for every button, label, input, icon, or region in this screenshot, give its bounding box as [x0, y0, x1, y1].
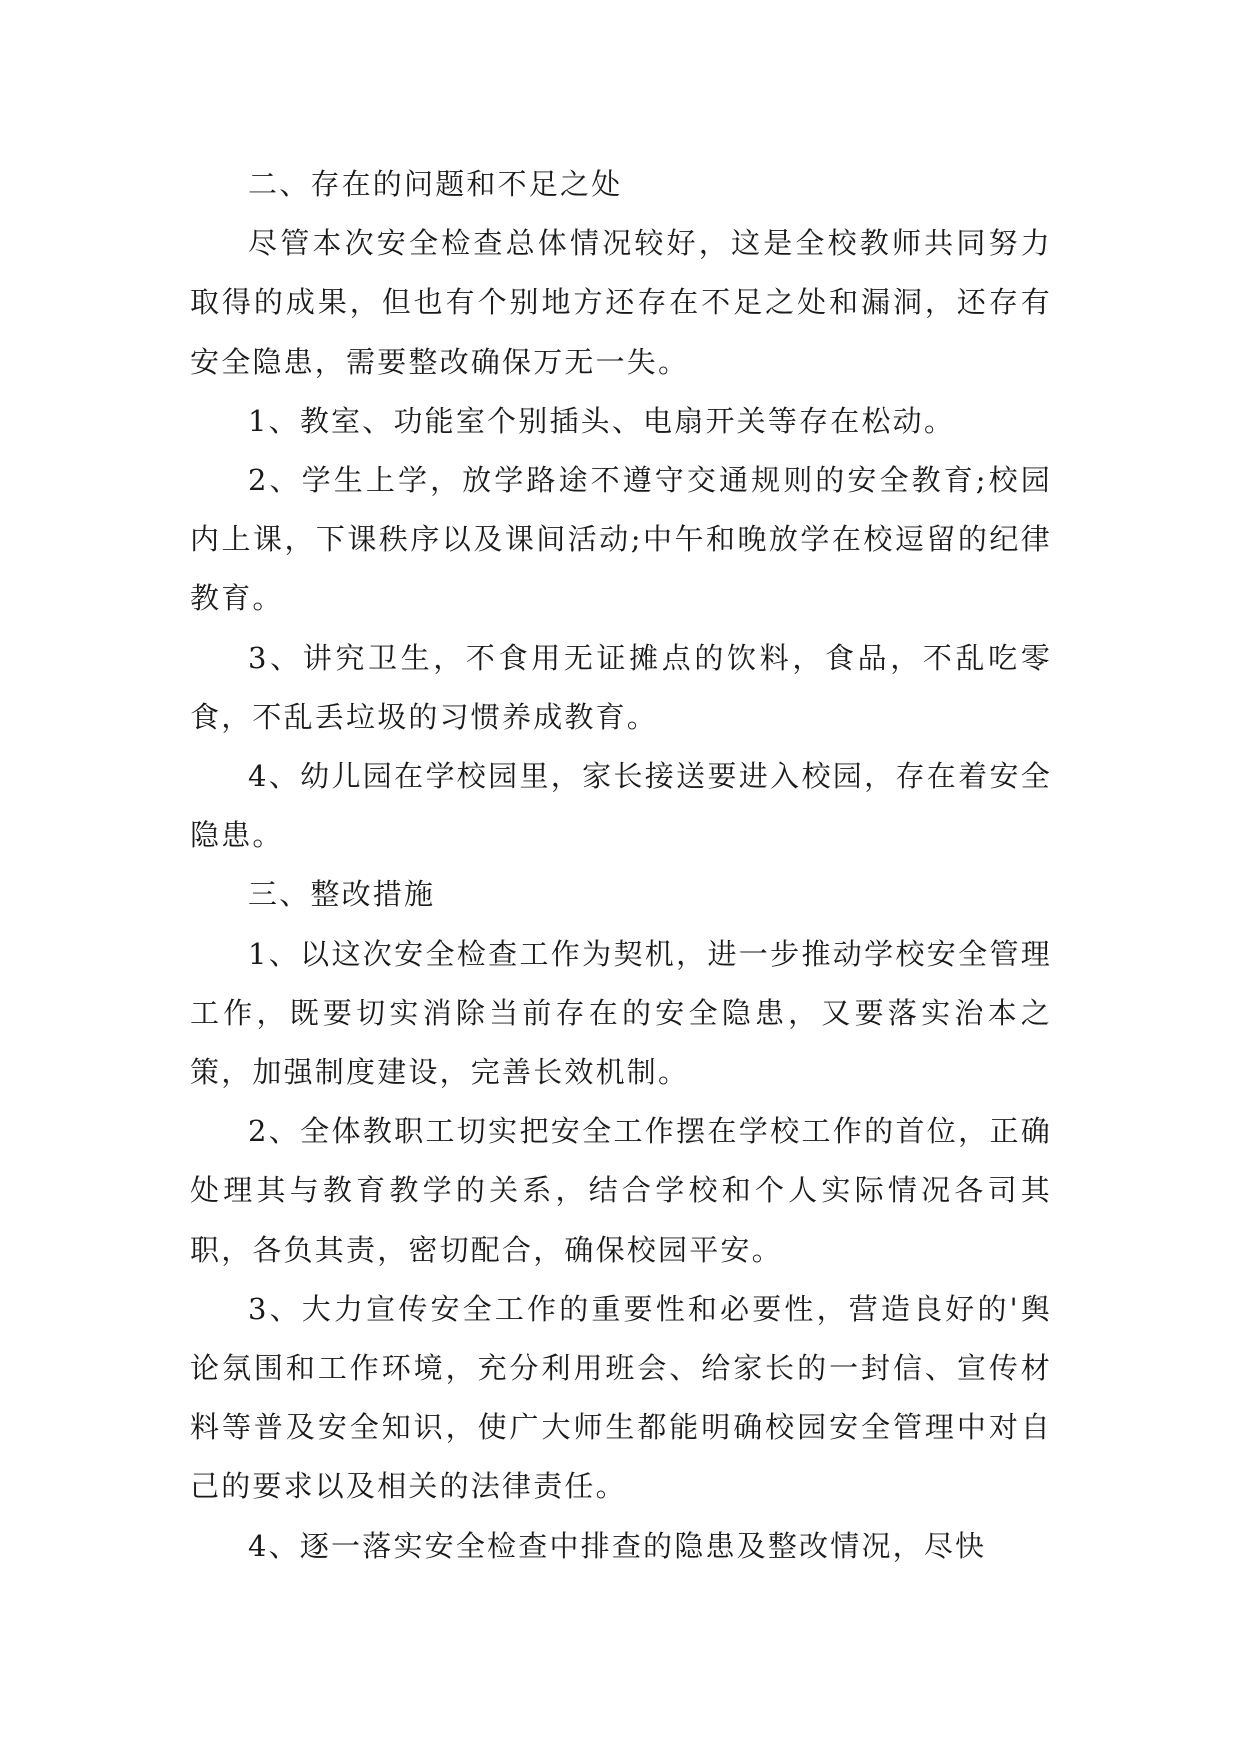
document-page [190, 155, 1052, 1576]
section-heading-measures: 三、整改措施 [248, 877, 436, 912]
list-item-measure-2: 2、全体教职工切实把安全工作摆在学校工作的首位，正确处理其与教育教学的关系，结合学校和个人实际情况各司其职，各负其责，密切配合，确保校园平安。 [190, 1114, 1052, 1267]
list-item-measure-4: 4、逐一落实安全检查中排查的隐患及整改情况，尽快 [248, 1528, 987, 1563]
list-item-problem-1: 1、教室、功能室个别插头、电扇开关等存在松动。 [248, 403, 956, 438]
list-item-problem-3: 3、讲究卫生，不食用无证摊点的饮料，食品，不乱吃零食，不乱丢垃圾的习惯养成教育。 [190, 640, 1052, 734]
list-item-measure-3: 3、大力宣传安全工作的重要性和必要性，营造良好的'舆论氛围和工作环境，充分利用班会、给家长的一封信、宣传材料等普及安全知识，使广大师生都能明确校园安全管理中对自己的要求以及相关的法律责任。 [190, 1291, 1052, 1504]
list-item-problem-2: 2、学生上学，放学路途不遵守交通规则的安全教育;校园内上课，下课秩序以及课间活动;中午和晚放学在校逗留的纪律教育。 [190, 463, 1052, 616]
section-heading-problems: 二、存在的问题和不足之处 [248, 167, 623, 201]
paragraph-overview: 尽管本次安全检查总体情况较好，这是全校教师共同努力取得的成果，但也有个别地方还存在不足之处和漏洞，还存有安全隐患，需要整改确保万无一失。 [190, 226, 1052, 379]
list-item-problem-4: 4、幼儿园在学校园里，家长接送要进入校园，存在着安全隐患。 [190, 759, 1052, 853]
list-item-measure-1: 1、以这次安全检查工作为契机，进一步推动学校安全管理工作，既要切实消除当前存在的安全隐患，又要落实治本之策，加强制度建设，完善长效机制。 [190, 936, 1052, 1090]
